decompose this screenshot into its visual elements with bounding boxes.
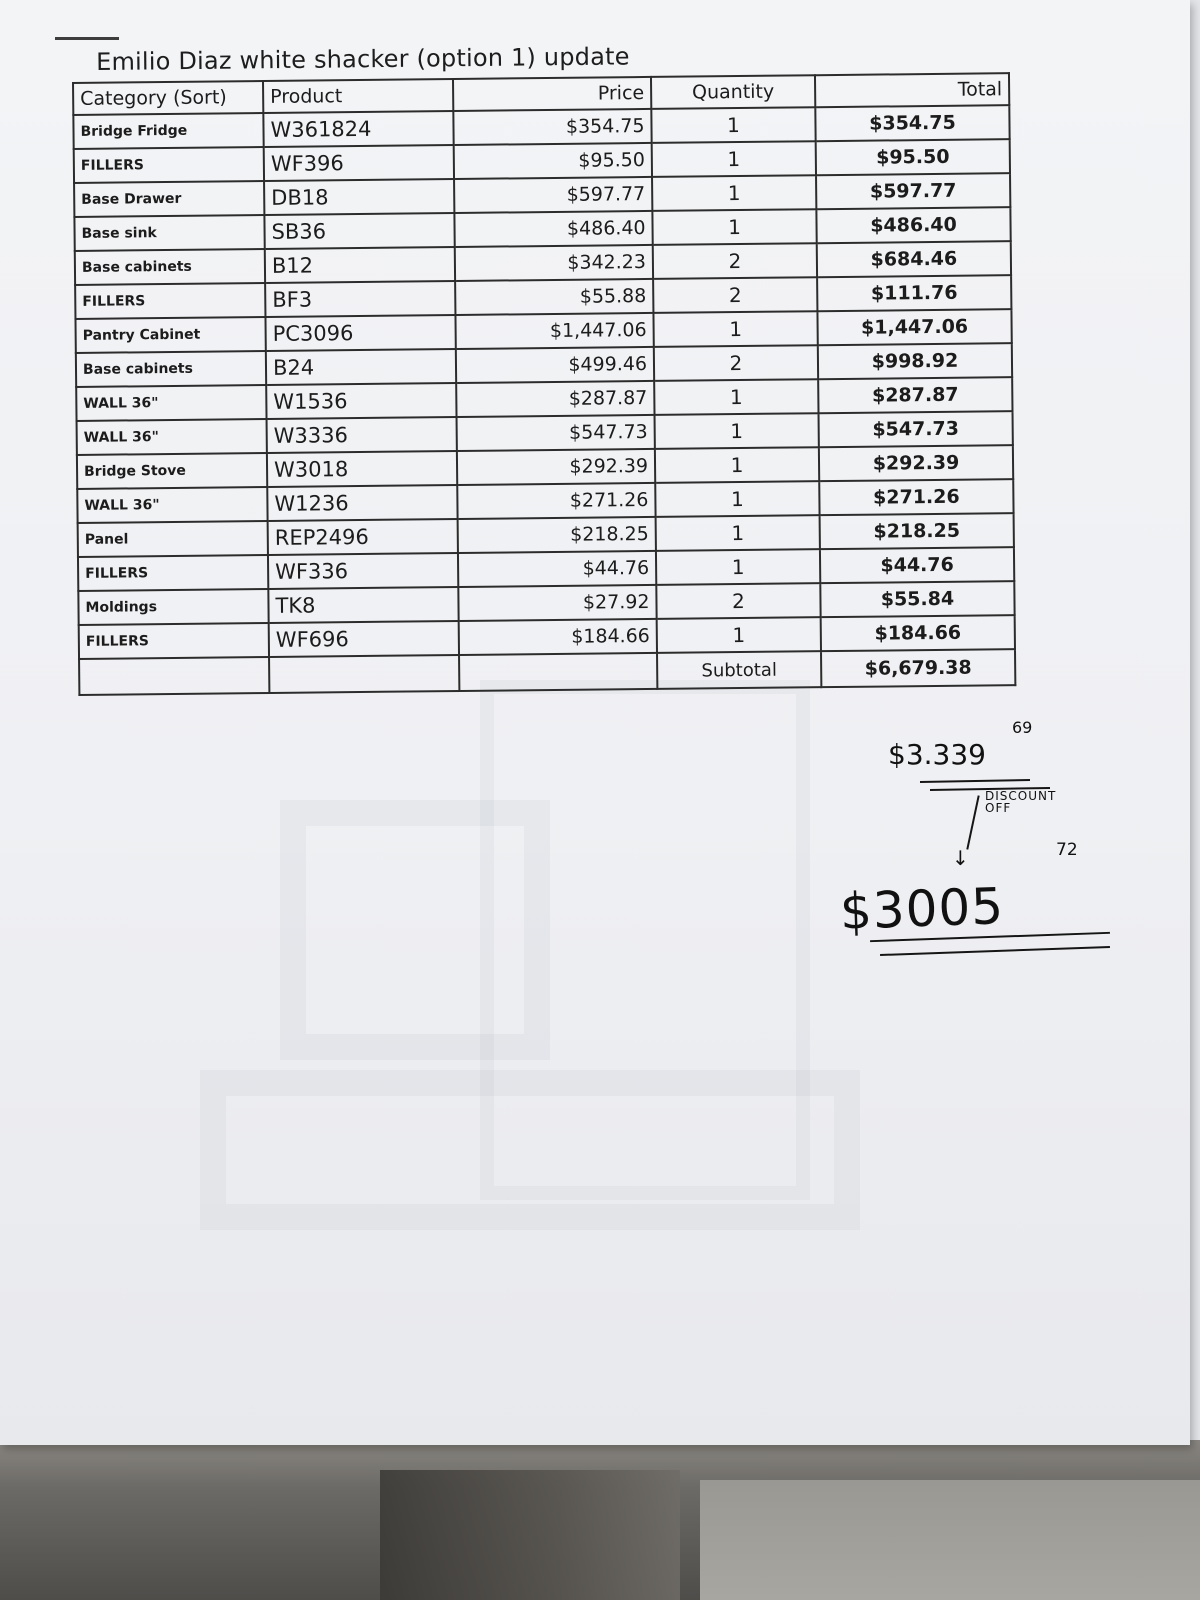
cell-product: W1236 xyxy=(267,485,457,521)
cell-price: $184.66 xyxy=(459,619,657,655)
cell-total: $547.73 xyxy=(819,411,1013,447)
cell-total: $287.87 xyxy=(818,377,1012,413)
cell-price: $44.76 xyxy=(458,551,656,587)
empty-cell xyxy=(459,653,657,691)
empty-cell xyxy=(269,655,459,693)
cell-price: $287.87 xyxy=(456,381,654,417)
cell-category: Base cabinets xyxy=(75,249,265,285)
cell-total: $354.75 xyxy=(815,105,1009,141)
ink-arrow-head: ↓ xyxy=(952,846,969,870)
cell-category: WALL 36" xyxy=(77,487,267,523)
cell-total: $271.26 xyxy=(819,479,1013,515)
cell-category: WALL 36" xyxy=(76,385,266,421)
cell-price: $354.75 xyxy=(453,109,651,145)
cell-quantity: 1 xyxy=(657,617,821,653)
cell-product: W3336 xyxy=(267,417,457,453)
cell-quantity: 2 xyxy=(656,583,820,619)
cell-price: $95.50 xyxy=(454,143,652,179)
cell-product: PC3096 xyxy=(265,315,455,351)
empty-cell xyxy=(79,657,269,695)
handwritten-final-cents: 72 xyxy=(1056,840,1078,860)
header-product: Product xyxy=(263,79,453,113)
cell-price: $1,447.06 xyxy=(455,313,653,349)
cell-total: $1,447.06 xyxy=(817,309,1011,345)
cell-product: TK8 xyxy=(268,587,458,623)
cell-product: B24 xyxy=(266,349,456,385)
cell-price: $499.46 xyxy=(456,347,654,383)
cell-category: Moldings xyxy=(78,589,268,625)
cell-category: Panel xyxy=(78,521,268,557)
cell-product: B12 xyxy=(265,247,455,283)
cell-category: FILLERS xyxy=(74,147,264,183)
subtotal-value: $6,679.38 xyxy=(821,649,1015,687)
price-table-wrapper xyxy=(72,72,1016,696)
top-dash-mark xyxy=(55,37,119,40)
cell-price: $271.26 xyxy=(457,483,655,519)
handwritten-half-cents: 69 xyxy=(1012,718,1033,737)
cell-total: $55.84 xyxy=(820,581,1014,617)
document-title: Emilio Diaz white shacker (option 1) update xyxy=(96,42,630,76)
cell-category: Base cabinets xyxy=(76,351,266,387)
header-quantity: Quantity xyxy=(651,75,815,109)
cell-quantity: 1 xyxy=(656,515,820,551)
cell-quantity: 1 xyxy=(651,107,815,143)
cell-total: $486.40 xyxy=(816,207,1010,243)
cell-price: $597.77 xyxy=(454,177,652,213)
cell-price: $292.39 xyxy=(457,449,655,485)
cell-category: Bridge Stove xyxy=(77,453,267,489)
cell-price: $55.88 xyxy=(455,279,653,315)
cell-total: $184.66 xyxy=(821,615,1015,651)
cell-category: Base Drawer xyxy=(74,181,264,217)
cell-category: FILLERS xyxy=(78,555,268,591)
handwritten-discount-note: DISCOUNT OFF xyxy=(985,789,1057,815)
cell-quantity: 1 xyxy=(656,549,820,585)
cell-price: $342.23 xyxy=(455,245,653,281)
handwritten-final-amount: $3005 xyxy=(839,877,1006,941)
cell-price: $486.40 xyxy=(454,211,652,247)
cell-quantity: 1 xyxy=(652,209,816,245)
cell-product: WF396 xyxy=(264,145,454,181)
cell-total: $111.76 xyxy=(817,275,1011,311)
cell-total: $95.50 xyxy=(816,139,1010,175)
cell-quantity: 1 xyxy=(655,447,819,483)
cell-category: FILLERS xyxy=(79,623,269,659)
header-category: Category (Sort) xyxy=(73,81,263,115)
cell-price: $218.25 xyxy=(458,517,656,553)
cell-quantity: 2 xyxy=(653,277,817,313)
cell-category: FILLERS xyxy=(75,283,265,319)
lap-fabric-light xyxy=(700,1480,1200,1600)
lap-fold-shadow xyxy=(380,1470,680,1600)
cell-total: $998.92 xyxy=(818,343,1012,379)
cell-product: W3018 xyxy=(267,451,457,487)
handwritten-half-amount: $3.339 xyxy=(888,738,986,771)
price-table xyxy=(72,72,1016,696)
cell-category: Pantry Cabinet xyxy=(75,317,265,353)
cell-total: $597.77 xyxy=(816,173,1010,209)
subtotal-label: Subtotal xyxy=(657,651,821,689)
cell-product: SB36 xyxy=(264,213,454,249)
ink-arrow-stem xyxy=(966,795,979,849)
cell-quantity: 1 xyxy=(652,175,816,211)
show-through-frame xyxy=(480,680,810,1200)
cell-product: REP2496 xyxy=(268,519,458,555)
cell-category: WALL 36" xyxy=(77,419,267,455)
cell-product: W361824 xyxy=(263,111,453,147)
cell-total: $292.39 xyxy=(819,445,1013,481)
header-total: Total xyxy=(815,73,1009,107)
cell-quantity: 1 xyxy=(654,379,818,415)
ink-underline xyxy=(920,779,1030,783)
cell-total: $684.46 xyxy=(817,241,1011,277)
cell-product: BF3 xyxy=(265,281,455,317)
cell-price: $547.73 xyxy=(457,415,655,451)
cell-quantity: 2 xyxy=(653,243,817,279)
cell-total: $218.25 xyxy=(820,513,1014,549)
cell-total: $44.76 xyxy=(820,547,1014,583)
cell-category: Bridge Fridge xyxy=(73,113,263,149)
header-price: Price xyxy=(453,77,651,111)
cell-quantity: 1 xyxy=(655,481,819,517)
cell-product: WF336 xyxy=(268,553,458,589)
cell-category: Base sink xyxy=(74,215,264,251)
ink-underline xyxy=(880,946,1110,956)
cell-quantity: 1 xyxy=(652,141,816,177)
cell-quantity: 2 xyxy=(654,345,818,381)
cell-quantity: 1 xyxy=(655,413,819,449)
cell-price: $27.92 xyxy=(458,585,656,621)
cell-product: WF696 xyxy=(269,621,459,657)
cell-product: DB18 xyxy=(264,179,454,215)
cell-quantity: 1 xyxy=(653,311,817,347)
cell-product: W1536 xyxy=(266,383,456,419)
